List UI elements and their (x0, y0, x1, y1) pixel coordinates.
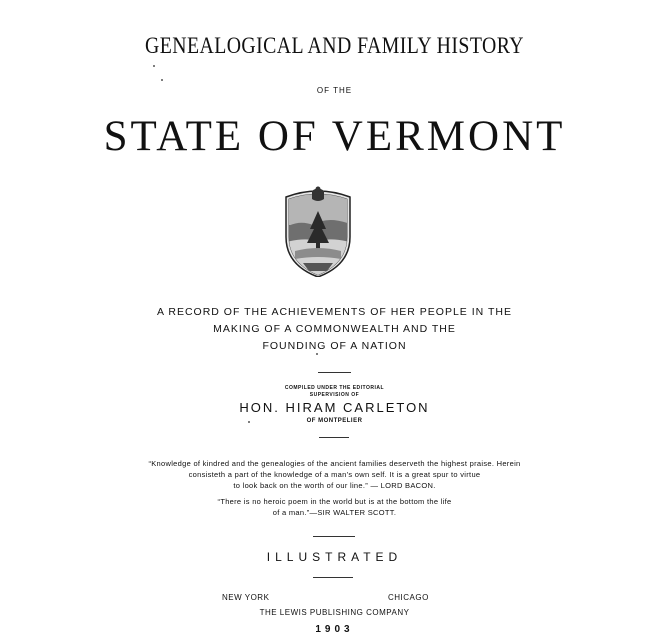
vermont-state-seal-icon (283, 185, 353, 277)
compiled-line-2: SUPERVISION OF (309, 392, 360, 398)
editor-name: HON. HIRAM CARLETON (239, 400, 430, 415)
editor-place: OF MONTPELIER (306, 418, 363, 424)
illustrated-label: ILLUSTRATED (266, 550, 403, 564)
speck (161, 79, 163, 81)
divider-rule (313, 577, 353, 578)
publication-year: 1903 (315, 624, 354, 635)
quote-scott-line-2: of a man.”—SIR WALTER SCOTT. (272, 508, 397, 517)
city-chicago: CHICAGO (388, 593, 429, 602)
speck (248, 421, 250, 423)
compiled-line-1: COMPILED UNDER THE EDITORIAL (284, 385, 385, 391)
record-line-1: A RECORD OF THE ACHIEVEMENTS OF HER PEOPLE IN THE (157, 306, 512, 318)
of-the-text: OF THE (316, 86, 353, 95)
quote-scott-line-1: “There is no heroic poem in the world but is at the bottom the life (217, 497, 452, 506)
speck (316, 353, 318, 355)
city-new-york: NEW YORK (222, 593, 270, 602)
speck (153, 65, 155, 67)
quote-bacon-line-2: consisteth a part of the knowledge of a man's own self. It is a great spur to virtue (188, 470, 481, 479)
divider-rule (313, 536, 355, 537)
publisher-name: THE LEWIS PUBLISHING COMPANY (259, 608, 410, 617)
quote-bacon-line-1: “Knowledge of kindred and the genealogies of the ancient families deserveth the highest praise. Herein (148, 459, 521, 468)
quote-bacon-line-3: to look back on the worth of our line.” — LORD BACON. (233, 481, 436, 490)
record-line-3: FOUNDING OF A NATION (262, 340, 407, 352)
title-line-1: GENEALOGICAL AND FAMILY HISTORY (145, 33, 524, 58)
divider-rule (319, 437, 349, 438)
title-line-2: STATE OF VERMONT (103, 113, 566, 160)
record-line-2: MAKING OF A COMMONWEALTH AND THE (213, 323, 456, 335)
divider-rule (318, 372, 351, 373)
